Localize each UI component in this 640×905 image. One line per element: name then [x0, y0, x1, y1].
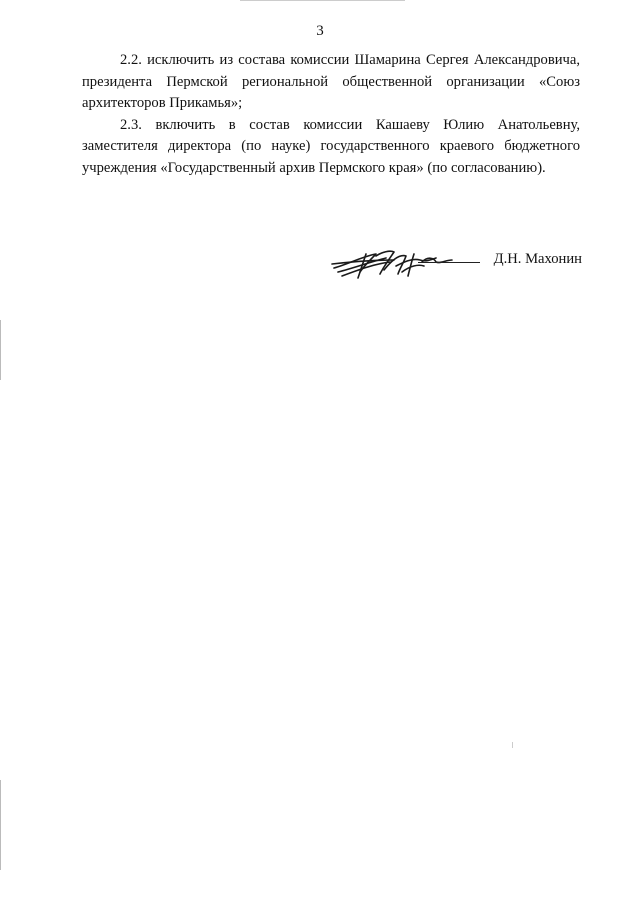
document-body	[82, 50, 580, 179]
signer-name: Д.Н. Махонин	[493, 251, 582, 267]
signature-block	[330, 244, 582, 284]
handwritten-signature	[330, 244, 490, 284]
scan-margin-mark	[0, 780, 1, 870]
paragraph-2-3: 2.3. включить в состав комиссии Кашаеву Юлию Анатольевну, заместителя директора (по науке) государственного краевого бюджетного учреждения «Государственный архив Пермского края» (по согласованию).	[82, 116, 580, 176]
paragraph-2-2: 2.2. исключить из состава комиссии Шамарина Сергея Александровича, президента Пермской региональной общественной организации «Союз архитекторов Прикамья»;	[82, 52, 580, 111]
scan-margin-mark	[0, 320, 1, 380]
page-number: 3	[316, 23, 324, 39]
scan-edge-mark	[240, 0, 405, 1]
signature-line	[418, 262, 480, 263]
scan-speck	[512, 742, 513, 748]
